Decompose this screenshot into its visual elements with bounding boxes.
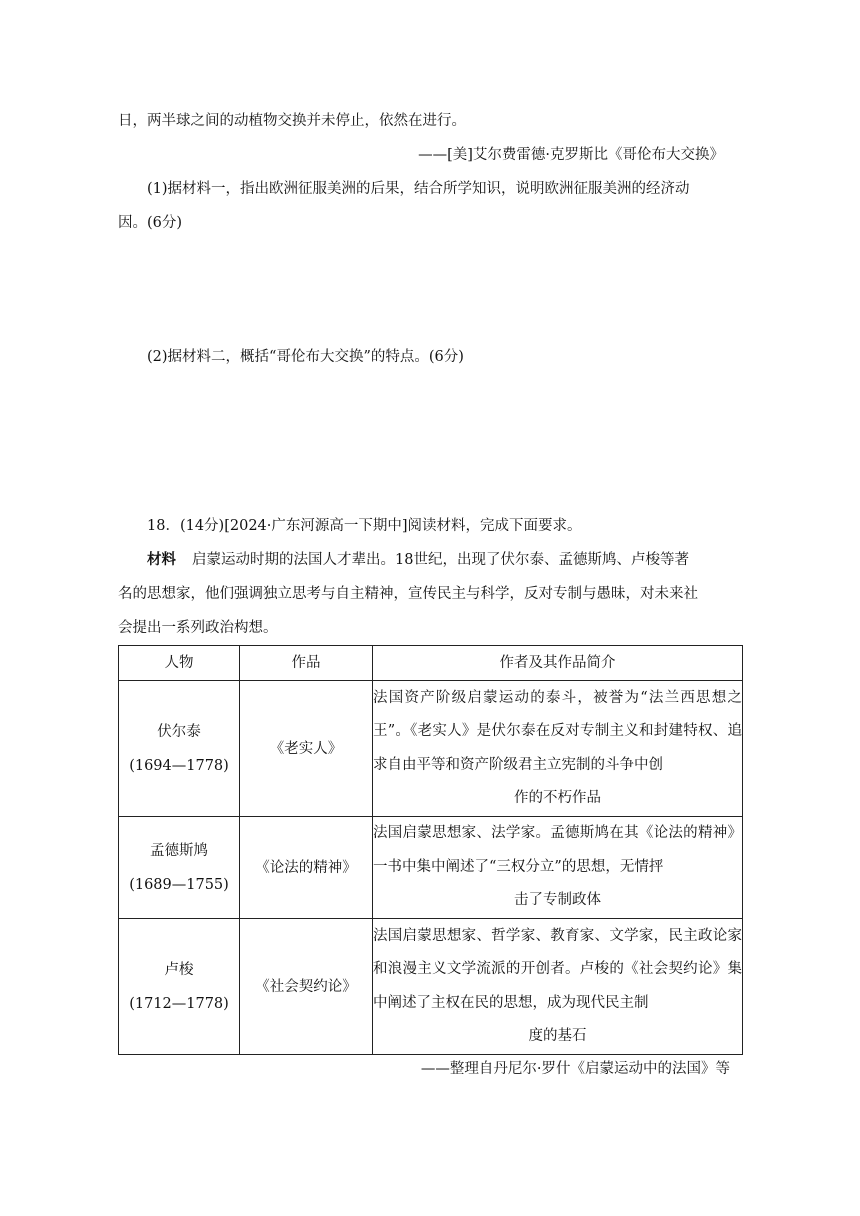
description-text-end: 作的不朽作品 — [514, 790, 601, 806]
table-row — [119, 681, 743, 817]
person-name: 卢梭 — [164, 961, 194, 978]
person-cell — [119, 681, 240, 817]
question-1-line-2: 因。(6分) — [118, 215, 183, 231]
material-source: ——[美]艾尔费雷德·克罗斯比《哥伦布大交换》 — [418, 147, 724, 163]
work-cell: 《社会契约论》 — [240, 919, 373, 1055]
header-description: 作者及其作品简介 — [373, 646, 743, 681]
material-text-line: 日，两半球之间的动植物交换并未停止，依然在进行。 — [118, 113, 466, 129]
person-name: 伏尔泰 — [157, 723, 201, 740]
question-2: (2)据材料二，概括“哥伦布大交换”的特点。(6分) — [147, 349, 464, 365]
material-label: 材料 — [147, 551, 176, 568]
person-years: (1712—1778) — [129, 995, 229, 1012]
person-cell — [119, 817, 240, 919]
header-person: 人物 — [119, 646, 240, 681]
person-years: (1694—1778) — [129, 757, 229, 774]
question-1-line-1: (1)据材料一，指出欧洲征服美洲的后果，结合所学知识，说明欧洲征服美洲的经济动 — [147, 181, 690, 197]
description-text: 法国启蒙思想家、哲学家、教育家、文学家，民主政论家和浪漫主义文学流派的开创者。卢梭的《社会契约论》集中阐述了主权在民的思想，成为现代民主制 — [373, 927, 742, 1011]
work-cell: 《老实人》 — [240, 681, 373, 817]
material-paragraph-line-2: 名的思想家，他们强调独立思考与自主精神，宣传民主与科学，反对专制与愚昧，对未来社 — [118, 586, 698, 602]
enlightenment-thinkers-table — [118, 645, 743, 1055]
description-text: 法国启蒙思想家、法学家。孟德斯鸠在其《论法的精神》一书中集中阐述了“三权分立”的思想，无情抨 — [373, 825, 742, 875]
material-paragraph-line-1 — [147, 553, 689, 568]
table-row — [119, 919, 743, 1055]
material-paragraph-line-3: 会提出一系列政治构想。 — [118, 620, 278, 636]
description-text-end: 击了专制政体 — [514, 892, 601, 909]
description-cell — [373, 817, 743, 919]
description-cell — [373, 919, 743, 1055]
work-cell: 《论法的精神》 — [240, 817, 373, 919]
description-cell — [373, 681, 743, 817]
person-name: 孟德斯鸠 — [150, 842, 208, 859]
table-source: ——整理自丹尼尔·罗什《启蒙运动中的法国》等 — [420, 1061, 730, 1077]
description-text-end: 度的基石 — [528, 1028, 587, 1044]
table-header-row — [119, 646, 743, 681]
header-work: 作品 — [240, 646, 373, 681]
table-row — [119, 817, 743, 919]
person-years: (1689—1755) — [129, 876, 229, 893]
person-cell — [119, 919, 240, 1055]
question-18-header: 18．(14分)[2024·广东河源高一下期中]阅读材料，完成下面要求。 — [147, 518, 582, 534]
material-text: 启蒙运动时期的法国人才辈出。18世纪，出现了伏尔泰、孟德斯鸠、卢梭等著 — [192, 552, 689, 568]
description-text: 法国资产阶级启蒙运动的泰斗，被誉为“法兰西思想之王”。《老实人》是伏尔泰在反对专制主义和封建特权、追求自由平等和资产阶级君主立宪制的斗争中创 — [373, 689, 742, 773]
